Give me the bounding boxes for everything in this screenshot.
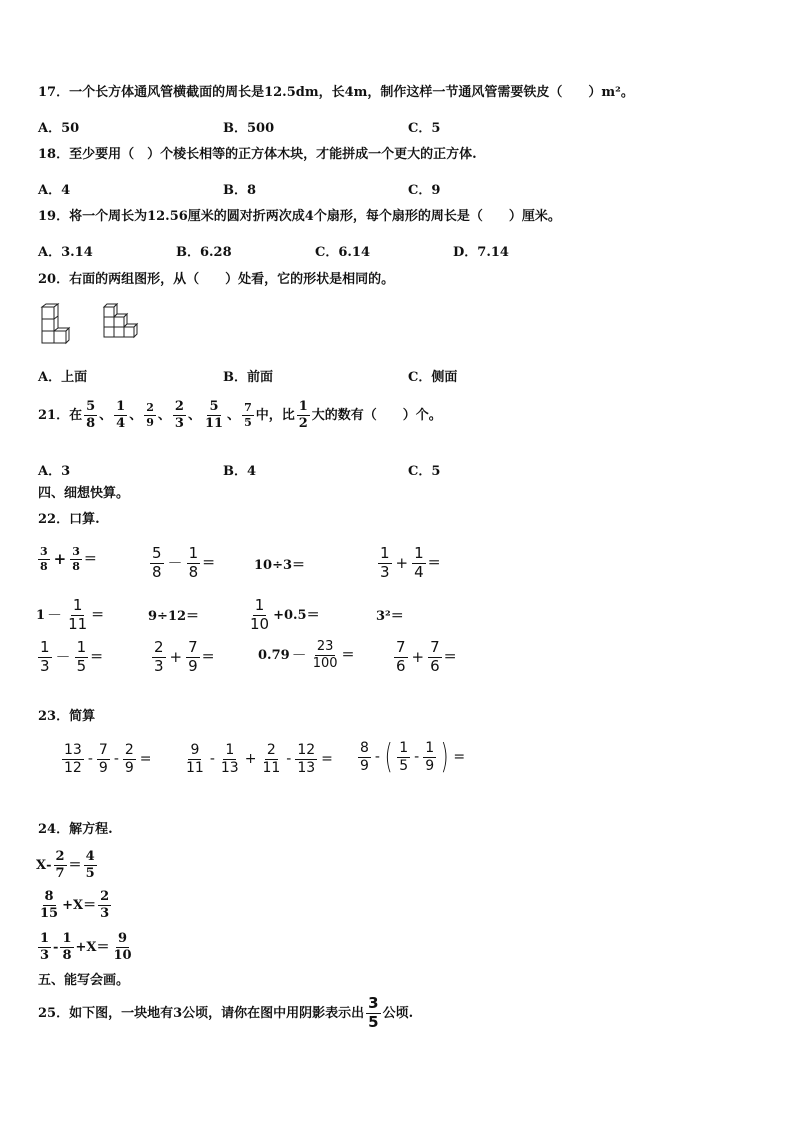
- question-18-option-b: B．8: [223, 183, 257, 198]
- oral-calc-4: $\frac{1}{3}$ + $\frac{1}{4}$ ＝: [380, 544, 441, 581]
- fraction: $\frac{7}{9}$: [188, 638, 198, 675]
- fraction: $\frac{9}{11}$: [186, 742, 204, 776]
- fraction: $\frac{8}{15}$: [40, 889, 59, 921]
- cube-figure-group-1: [38, 303, 72, 345]
- question-20-option-c: C．侧面: [408, 370, 458, 385]
- fraction: $\frac{5}{11}$: [204, 399, 224, 431]
- question-19-option-b: B．6.28: [176, 245, 232, 260]
- q21-prefix: 21．在: [38, 407, 83, 423]
- oral-calc-9: $\frac{1}{3}$ － $\frac{1}{5}$ ＝: [40, 638, 104, 675]
- fraction: $\frac{1}{11}$: [68, 596, 88, 633]
- left-paren: (: [384, 737, 393, 777]
- separator: 、: [129, 407, 143, 423]
- equation-2: $\frac{8}{15}$ + X ＝ $\frac{2}{3}$: [40, 889, 110, 921]
- fraction: $\frac{23}{100}$: [312, 639, 338, 671]
- question-23-title: 23．简算: [38, 709, 96, 724]
- cube-figure-group-2: [100, 303, 142, 345]
- simplify-expr-2: $\frac{9}{11}$ - $\frac{1}{13}$ + $\frac{2}{11}$ - $\frac{12}{13}$ =: [186, 742, 333, 776]
- fraction: $\frac{1}{4}$: [414, 544, 424, 581]
- oral-calc-6: 9÷12＝: [148, 609, 200, 624]
- fraction: $\frac{1}{13}$: [220, 742, 239, 776]
- question-21-option-b: B．4: [223, 464, 257, 479]
- oral-calc-5: 1 － $\frac{1}{11}$ ＝: [36, 596, 105, 633]
- section-4-heading: 四、细想快算。: [38, 486, 130, 501]
- fraction: $\frac{12}{13}$: [297, 742, 316, 776]
- equation-1: X - $\frac{2}{7}$ ＝ $\frac{4}{5}$: [36, 849, 95, 881]
- fraction: $\frac{5}{8}$: [86, 399, 96, 431]
- fraction: $\frac{1}{3}$: [40, 931, 50, 963]
- fraction: $\frac{7}{9}$: [98, 742, 108, 776]
- question-21-text: [38, 400, 442, 430]
- fraction: $\frac{3}{8}$: [40, 545, 48, 573]
- fraction: $\frac{1}{9}$: [425, 739, 435, 774]
- simplify-expr-3: $\frac{8}{9}$ - ( $\frac{1}{5}$ - $\frac{1}{9}$ ) =: [360, 737, 466, 777]
- question-19-option-a: A．3.14: [38, 245, 93, 260]
- fraction: $\frac{2}{9}$: [124, 742, 134, 776]
- question-17-option-a: A．50: [38, 121, 80, 136]
- oral-calc-2: $\frac{5}{8}$ － $\frac{1}{8}$ ＝: [152, 544, 216, 581]
- question-19-text: 19．将一个周长为12.56厘米的圆对折两次成4个扇形，每个扇形的周长是（ ）厘米。: [38, 209, 561, 224]
- q21-suffix: 大的数有（ ）个。: [311, 407, 442, 423]
- fraction: $\frac{2}{9}$: [146, 401, 154, 429]
- fraction: $\frac{2}{3}$: [154, 638, 164, 675]
- question-20-option-b: B．前面: [223, 370, 273, 385]
- separator: 、: [187, 407, 201, 423]
- question-19-option-d: D．7.14: [453, 245, 509, 260]
- fraction: $\frac{2}{11}$: [262, 742, 281, 776]
- question-17-option-c: C．5: [408, 121, 441, 136]
- separator: 、: [157, 407, 171, 423]
- fraction: $\frac{13}{12}$: [64, 742, 82, 776]
- fraction: $\frac{7}{6}$: [430, 638, 440, 675]
- oral-calc-10: $\frac{2}{3}$ + $\frac{7}{9}$ ＝: [154, 638, 215, 675]
- question-25-text: 25．如下图，一块地有3公顷，请你在图中用阴影表示出 $\frac{3}{5}$ 公顷.: [38, 994, 414, 1031]
- fraction: $\frac{8}{9}$: [360, 739, 369, 774]
- fraction: $\frac{7}{5}$: [244, 401, 252, 429]
- fraction: $\frac{7}{6}$: [396, 638, 406, 675]
- separator: 、: [227, 407, 241, 423]
- fraction: $\frac{4}{5}$: [85, 849, 95, 881]
- fraction: $\frac{5}{8}$: [152, 544, 162, 581]
- question-21-option-c: C．5: [408, 464, 441, 479]
- simplify-expr-1: $\frac{13}{12}$ - $\frac{7}{9}$ - $\frac{2}{9}$ =: [64, 742, 152, 776]
- fraction: $\frac{1}{10}$: [250, 596, 270, 633]
- question-17-text: 17．一个长方体通风管横截面的周长是12.5dm，长4m，制作这样一节通风管需要铁皮（ ）m²。: [38, 85, 634, 100]
- fraction: $\frac{3}{8}$: [72, 545, 80, 573]
- fraction: $\frac{1}{5}$: [76, 638, 87, 675]
- fraction: $\frac{3}{5}$: [368, 994, 379, 1031]
- question-17-option-b: B．500: [223, 121, 275, 136]
- fraction: $\frac{1}{3}$: [380, 544, 390, 581]
- oral-calc-12: $\frac{7}{6}$ + $\frac{7}{6}$ ＝: [396, 638, 457, 675]
- oral-calc-11: 0.79 － $\frac{23}{100}$ ＝: [258, 639, 355, 671]
- question-22-title: 22．口算.: [38, 512, 100, 527]
- fraction: $\frac{1}{3}$: [40, 638, 50, 675]
- question-20-option-a: A．上面: [38, 370, 88, 385]
- fraction: $\frac{2}{3}$: [100, 889, 110, 921]
- oral-calc-3: 10÷3＝: [254, 558, 306, 573]
- question-18-text: 18．至少要用（ ）个棱长相等的正方体木块，才能拼成一个更大的正方体.: [38, 147, 477, 162]
- fraction: $\frac{1}{8}$: [62, 931, 72, 963]
- separator: 、: [99, 407, 113, 423]
- section-5-heading: 五、能写会画。: [38, 973, 130, 988]
- question-18-option-c: C．9: [408, 183, 441, 198]
- fraction: $\frac{9}{10}$: [113, 931, 132, 963]
- question-24-title: 24．解方程.: [38, 822, 113, 837]
- fraction: $\frac{2}{7}$: [55, 849, 65, 881]
- oral-calc-1: $\frac{3}{8}$ + $\frac{3}{8}$ ＝: [40, 545, 97, 573]
- question-21-option-a: A．3: [38, 464, 71, 479]
- right-paren: ): [440, 737, 449, 777]
- q21-mid: 中，比: [255, 407, 295, 423]
- equation-3: $\frac{1}{3}$ - $\frac{1}{8}$ + X ＝ $\frac{9}{10}$: [40, 931, 132, 963]
- question-19-option-c: C．6.14: [315, 245, 371, 260]
- question-20-text: 20．右面的两组图形，从（ ）处看，它的形状是相同的。: [38, 272, 395, 287]
- fraction-half: $\frac{1}{2}$: [298, 399, 308, 431]
- fraction: $\frac{1}{5}$: [399, 739, 409, 774]
- fraction: $\frac{2}{3}$: [174, 399, 184, 431]
- oral-calc-7: $\frac{1}{10}$ +0.5＝: [250, 596, 320, 633]
- question-18-option-a: A．4: [38, 183, 71, 198]
- oral-calc-8: 3²＝: [376, 609, 404, 624]
- fraction: $\frac{1}{4}$: [116, 399, 126, 431]
- fraction: $\frac{1}{8}$: [188, 544, 199, 581]
